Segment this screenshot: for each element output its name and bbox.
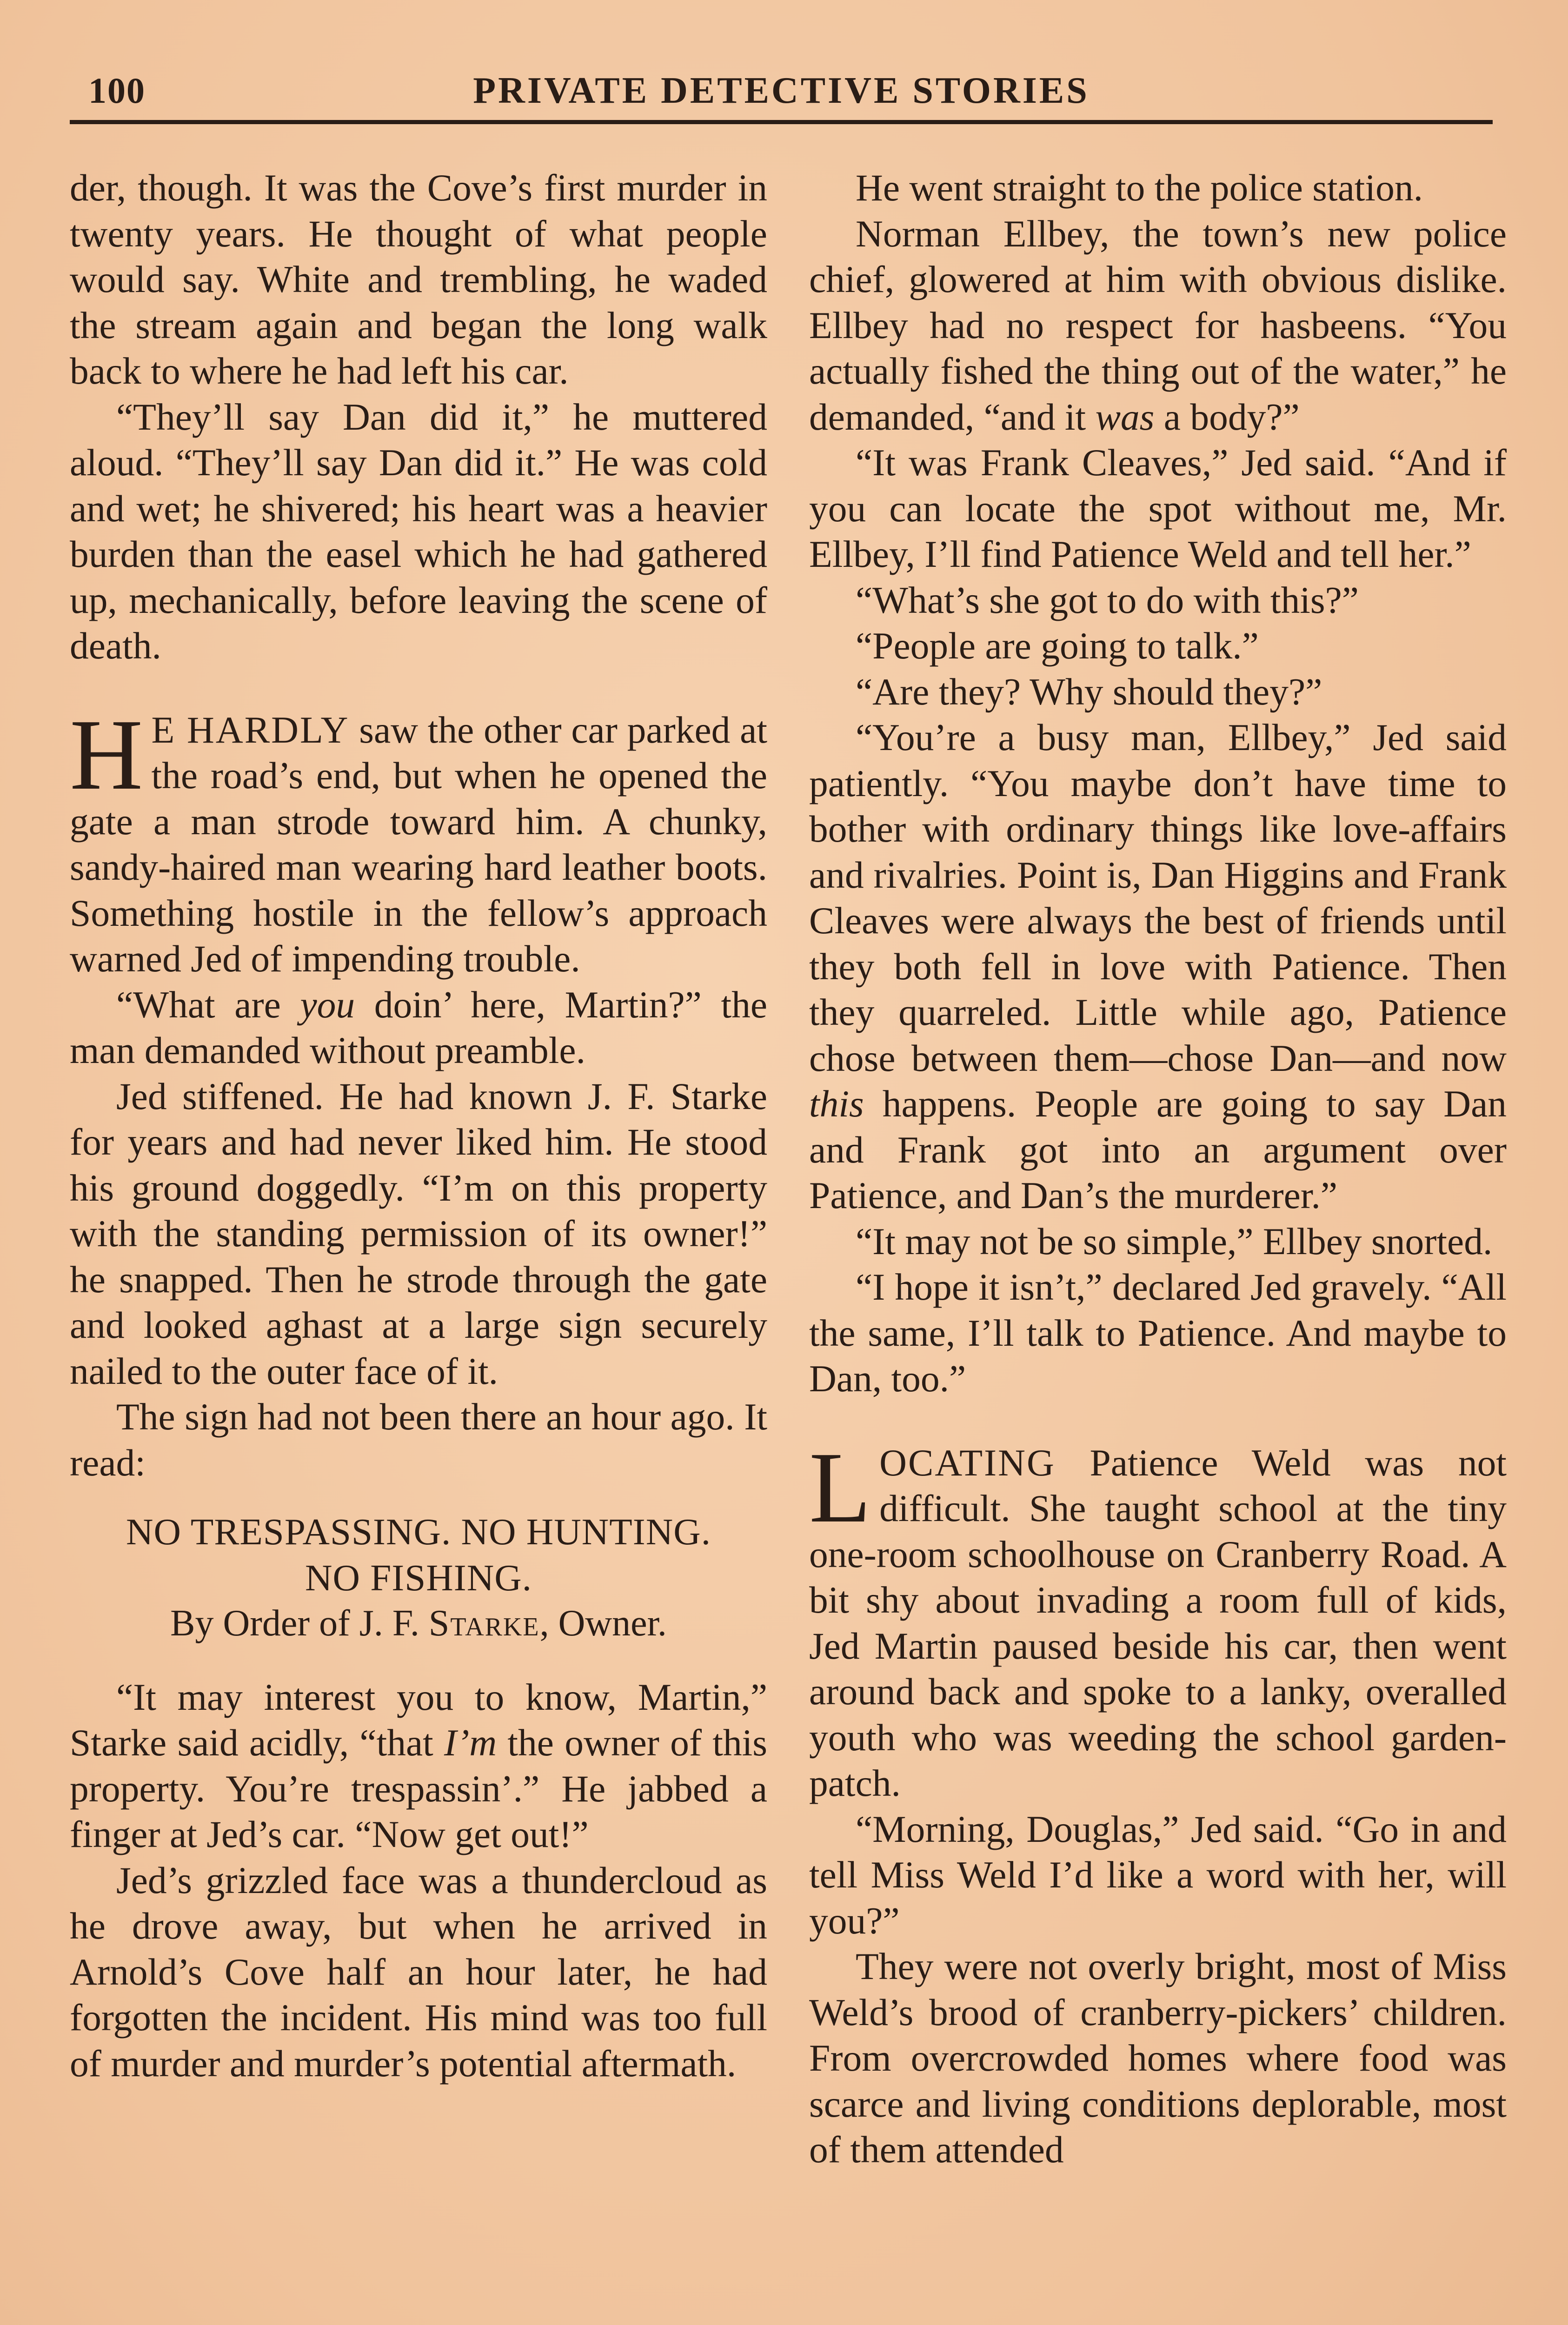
left-column <box>70 165 767 2086</box>
paragraph-text: “It may interest you to know, Martin,” Starke said acidly, “that <box>70 1675 767 1764</box>
paragraph-text: doin’ here, Martin?” the man demanded without preamble. <box>70 983 768 1071</box>
right-column <box>809 165 1507 2173</box>
drop-cap: H <box>70 698 143 811</box>
paragraph: “I hope it isn’t,” declared Jed gravely. “All the same, I’ll talk to Patience. And maybe to Dan, too.” <box>809 1266 1507 1400</box>
paragraph: “Are they? Why should they?” <box>856 670 1322 713</box>
paragraph: Jed’s grizzled face was a thundercloud as he drove away, but when he arrived in Arnold’s Cove half an hour later, he had forgotten the incident. His mind was too full of murder and murder’s potential aftermath. <box>70 1859 767 2085</box>
paragraph-text: happens. People are going to say Dan and Frank got into an argument over Patience, and Dan’s the murderer.” <box>809 1083 1507 1216</box>
emphasis: I’m <box>444 1721 497 1764</box>
paragraph: He went straight to the police station. <box>856 166 1423 209</box>
sign-text <box>70 1509 767 1647</box>
paragraph: The sign had not been there an hour ago. It read: <box>70 1395 767 1484</box>
paragraph-text: Norman Ellbey, the town’s new police chief, glowered at him with obvious dislike. Ellbey had no respect for hasbeens. “You actually fished the thing out of the water,” he demanded, “and it <box>809 212 1507 438</box>
paragraph-text: a body?” <box>1154 395 1300 438</box>
paragraph: “They’ll say Dan did it,” he muttered aloud. “They’ll say Dan did it.” He was cold and wet; he shivered; his heart was a heavier burden than the easel which he had gathered up, mechanically, before leaving the scene of death. <box>70 395 767 667</box>
paragraph: They were not overly bright, most of Miss Weld’s brood of cranberry-pickers’ children. From overcrowded homes where food was scarce and living conditions deplorable, most of them attended <box>809 1945 1507 2171</box>
sign-line: NO TRESPASSING. NO HUNTING. <box>126 1511 711 1553</box>
paragraph: “It was Frank Cleaves,” Jed said. “And if you can locate the spot without me, Mr. Ellbey, I’ll find Patience Weld and tell her.” <box>809 441 1507 575</box>
paragraph <box>809 211 1507 440</box>
emphasis: you <box>300 983 355 1026</box>
header-rule <box>70 120 1493 124</box>
paragraph-text: “What are <box>116 983 300 1026</box>
sign-line: NO FISHING. <box>305 1556 532 1599</box>
paragraph <box>70 1674 767 1858</box>
section-start-paragraph <box>70 698 768 982</box>
paragraph: “It may not be so simple,” Ellbey snorted. <box>856 1220 1493 1262</box>
page-number: 100 <box>88 70 146 111</box>
paragraph: Jed stiffened. He had known J. F. Starke for years and had never liked him. He stood his ground doggedly. “I’m on this property with the standing permission of its owner!” he snapped. Then he strode through the gate and looked aghast at a large sign securely nailed to the outer face of it. <box>70 1075 767 1392</box>
emphasis: this <box>809 1083 864 1125</box>
drop-cap: L <box>809 1431 871 1544</box>
sign-owner-name: Starke <box>428 1603 540 1644</box>
sign-order-text: , Owner. <box>539 1603 667 1644</box>
sign-order <box>70 1601 767 1647</box>
paragraph: “People are going to talk.” <box>856 624 1259 667</box>
lead-in: E HARDLY <box>151 708 350 751</box>
magazine-title: PRIVATE DETECTIVE STORIES <box>473 70 1090 111</box>
paragraph-text: Patience Weld was not difficult. She taught school at the tiny one-room schoolhouse on Cranberry Road. A bit shy about invading a room full of kids, Jed Martin paused beside his car, then went around back and spoke to a lanky, overalled youth who was weeding the school garden-patch. <box>809 1441 1507 1804</box>
paragraph: “What’s she got to do with this?” <box>856 578 1359 621</box>
paragraph: “Morning, Douglas,” Jed said. “Go in and tell Miss Weld I’d like a word with her, will you?” <box>809 1807 1507 1942</box>
paragraph-text: the owner of this property. You’re trespassin’.” He jabbed a finger at Jed’s car. “Now get out!” <box>70 1721 767 1855</box>
paragraph-text: saw the other car parked at the road’s end, but when he opened the gate a man strode toward him. A chunky, sandy-haired man wearing hard leather boots. Something hostile in the fellow’s approach warned Jed of impending trouble. <box>70 708 768 980</box>
sign-order-text: By Order of J. F. <box>170 1603 429 1644</box>
lead-in: OCATING <box>879 1441 1056 1484</box>
section-start-paragraph <box>809 1431 1507 1807</box>
emphasis: was <box>1095 395 1155 438</box>
paragraph <box>809 715 1507 1219</box>
paragraph: der, though. It was the Cove’s first murder in twenty years. He thought of what people would say. White and trembling, he waded the stream again and began the long walk back to where he had left his car. <box>70 166 767 392</box>
paragraph <box>70 982 767 1074</box>
paragraph-text: “You’re a busy man, Ellbey,” Jed said patiently. “You maybe don’t have time to bother with ordinary things like love-affairs and rivalries. Point is, Dan Higgins and Frank Cleaves were always the best of friends until they both fell in love with Patience. Then they quarreled. Little while ago, Patience chose between them—chose Dan—and now <box>809 716 1507 1079</box>
